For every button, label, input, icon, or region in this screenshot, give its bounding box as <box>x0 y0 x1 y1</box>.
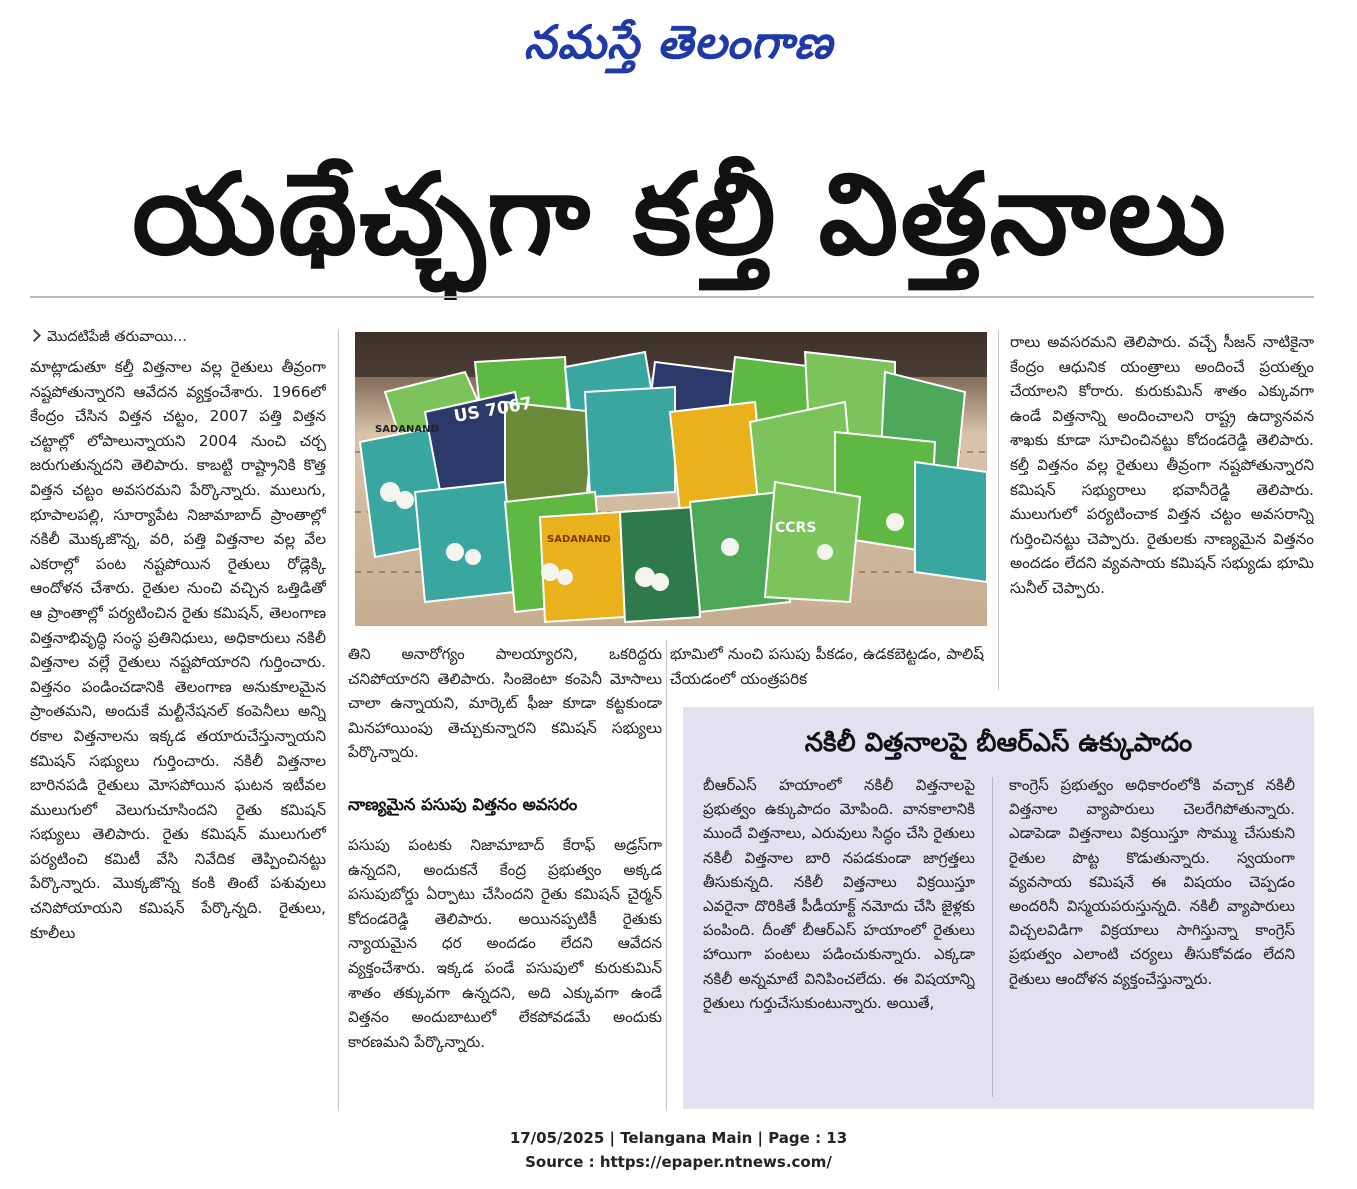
seed-packets-photo <box>355 332 987 626</box>
sidebar-box <box>683 707 1314 1109</box>
article-column-3-top-text: భూమిలో నుంచి పసుపు పీకడం, ఉడకబెట్టడం, పాలిష్ చేయడంలో యంత్రపరిక <box>670 645 984 688</box>
column-divider <box>998 330 999 690</box>
article-column-2-top <box>348 642 662 772</box>
footer-source-link[interactable]: Source : https://epaper.ntnews.com/ <box>525 1153 832 1171</box>
sidebar-column-2 <box>1009 773 1295 1105</box>
seed-packets-illustration <box>355 332 987 626</box>
sidebar-divider <box>992 777 993 1097</box>
headline-rule <box>30 296 1314 298</box>
article-column-4-text: రాలు అవసరమని తెలిపారు. వచ్చే సీజన్ నాటికైనా కేంద్రం ఆధునిక యంత్రాలు అందించే ప్రయత్నం చేయాలని కోరారు. కురుకుమిన్ శాతం ఎక్కువగా ఉండే విత్తనాన్ని అందించాలని రాష్ట్ర ఉద్యానవన శాఖకు కూడా సూచించినట్టు కోదండరెడ్డి తెలిపారు. కల్తీ విత్తనం వల్ల రైతులు తీవ్రంగా నష్టపోతున్నారని కమిషన్ సభ్యురాలు భవానీరెడ్డి తెలిపారు. ములుగులో పర్యటించాక విత్తన చట్టం అవసరాన్ని గుర్తించినట్టు చెప్పారు. రైతులకు నాణ్యమైన విత్తనం అందడం లేదని వ్యవసాయ కమిషన్ సభ్యుడు భూమి సునీల్ చెప్పారు. <box>1010 333 1314 597</box>
article-column-2-top-text: తిని అనారోగ్యం పాలయ్యారని, ఒకరిద్దరు చనిపోయారని తెలిపారు. సింజెంటా కంపెనీ మోసాలు చాలా ఉన్నాయని, మార్కెట్ ఫీజు కూడా కట్టకుండా మినహాయింపు తెచ్చుకున్నారని కమిషన్ సభ్యులు పేర్కొన్నారు. <box>348 645 662 762</box>
packet-label-4: CCRS <box>775 520 817 536</box>
continued-label: మొదటిపేజీ తరువాయి... <box>47 329 187 345</box>
packet-label-2: SADANAND <box>375 424 439 435</box>
chevron-right-icon <box>28 329 41 342</box>
sidebar-column-1 <box>703 773 975 1105</box>
sidebar-column-1-text: బీఆర్‌ఎస్ హయాంలో నకిలీ విత్తనాలపై ప్రభుత్వం ఉక్కుపాదం మోపింది. వానకాలానికి ముందే విత్తనాలు, ఎరువులు సిద్ధం చేసి రైతులు నకిలీ విత్తనాల బారి నపడకుండా జాగ్రత్తలు తీసుకున్నది. నకిలీ విత్తనాలు విక్రయిస్తూ ఎవరైనా దొరికితే పీడీయాక్ట్ నమోదు చేసి జైళ్లకు పంపింది. దీంతో బీఆర్‌ఎస్ హయాంలో రైతులు హాయిగా పంటలు పడించుకున్నారు. ఎక్కడా నకిలీ అన్నమాటే వినిపించలేదు. ఈ విషయాన్ని రైతులు గుర్తుచేసుకుంటున్నారు. అయితే, <box>703 776 975 1012</box>
sidebar-column-2-text: కాంగ్రెస్ ప్రభుత్వం అధికారంలోకి వచ్చాక నకిలీ విత్తనాల వ్యాపారులు చెలరేగిపోతున్నారు. ఎడాపెడా విత్తనాలు విక్రయిస్తూ సొమ్ము చేసుకుని రైతుల పొట్ట కొడుతున్నారు. స్వయంగా వ్యవసాయ కమిషనే ఈ విషయం చెప్పడం అందరినీ విస్మయపరుస్తున్నది. నకిలీ వ్యాపారులు విచ్చలవిడిగా విక్రయాలు సాగిస్తున్నా కాంగ్రెస్ ప్రభుత్వం ఎలాంటి చర్యలు తీసుకోవడం లేదని రైతులు ఆందోళన వ్యక్తంచేస్తున్నారు. <box>1009 776 1295 988</box>
continued-from-front <box>30 326 326 348</box>
article-column-1 <box>30 355 326 1115</box>
article-column-1-text: మాట్లాడుతూ కల్తీ విత్తనాల వల్ల రైతులు తీవ్రంగా నష్టపోతున్నారని ఆవేదన వ్యక్తంచేశారు. 1966లో కేంద్రం చేసిన విత్తన చట్టం, 2007 పత్తి విత్తన చట్టాల్లో లోపాలున్నాయని 2004 నుంచి చర్చ జరుగుతున్నదని తెలిపారు. కాబట్టి రాష్ట్రానికి కొత్త విత్తన చట్టం అవసరమని పేర్కొన్నారు. ములుగు, భూపాలపల్లి, సూర్యాపేట నిజామాబాద్ ప్రాంతాల్లో నకిలీ మొక్కజొన్న, వరి, పత్తి విత్తనాల వల్ల వేల ఎకరాల్లో పంట నష్టపోయిన రైతులు రోడ్లెక్కి ఆందోళన చేశారు. రైతుల నుంచి వచ్చిన ఒత్తిడితో ఆ ప్రాంతాల్లో పర్యటించిన రైతు కమిషన్, తెలంగాణ విత్తనాభివృద్ధి సంస్థ ప్రతినిధులు, అధికారులు నకిలీ విత్తనాల వల్లే రైతులు నష్టపోయారని గుర్తించారు. విత్తనం పండించడానికి తెలంగాణ అనుకూలమైన ప్రాంతమని, అందుకే మల్టీనేషనల్ కంపెనీలు అన్ని రకాల విత్తనాలను ఇక్కడ తయారుచేస్తున్నాయని కమిషన్ సభ్యులు గుర్తించారు. నకిలీ విత్తనాల బారినపడి రైతులు మోసపోయిన ఘటన ఇటీవల ములుగులో వెలుగుచూసిందని రైతు కమిషన్ సభ్యులు తెలిపారు. రైతు కమిషన్ ములుగులో పర్యటించి కమిటీ వేసి నివేదిక తెప్పించినట్టు పేర్కొన్నారు. మొక్కజొన్న కంకి తింటే పశువులు చనిపోయాయని కమిషన్ పేర్కొన్నది. రైతులు, కూలీలు <box>30 358 326 942</box>
masthead-logo: నమస్తే తెలంగాణ <box>523 15 834 69</box>
footer-edition-info: 17/05/2025 | Telangana Main | Page : 13 <box>509 1129 848 1147</box>
sidebar-title: నకిలీ విత్తనాలపై బీఆర్‌ఎస్ ఉక్కుపాదం <box>804 728 1193 758</box>
article-column-2-bottom-text: పసుపు పంటకు నిజామాబాద్ కేరాఫ్ అడ్రస్‌గా ఉన్నదని, అందుకనే కేంద్ర ప్రభుత్వం అక్కడ పసుపుబోర్డు ఏర్పాటు చేసిందని రైతు కమిషన్ చైర్మన్ కోదండరెడ్డి తెలిపారు. అయినప్పటికీ రైతుకు న్యాయమైన ధర అందడం లేదని ఆవేదన వ్యక్తంచేశారు. ఇక్కడ పండే పసుపులో కురుకుమిన్ శాతం తక్కువగా ఉన్నదని, అది ఎక్కువగా ఉండే విత్తనం అందుబాటులో లేకపోవడమే అందుకు కారణమని పేర్కొన్నారు. <box>348 836 662 1051</box>
column-divider <box>666 640 667 1110</box>
packet-label-1: US 7067 <box>452 393 534 427</box>
article-column-2-bottom <box>348 833 662 1111</box>
article-column-3-top <box>670 642 984 702</box>
article-headline: యథేచ్ఛగా కల్తీ విత్తనాలు <box>132 150 1228 280</box>
article-column-4 <box>1010 330 1314 690</box>
column-divider <box>338 330 339 1110</box>
packet-label-3: SADANAND <box>547 534 611 545</box>
section-subheading: నాణ్యమైన పసుపు విత్తనం అవసరం <box>348 795 578 814</box>
